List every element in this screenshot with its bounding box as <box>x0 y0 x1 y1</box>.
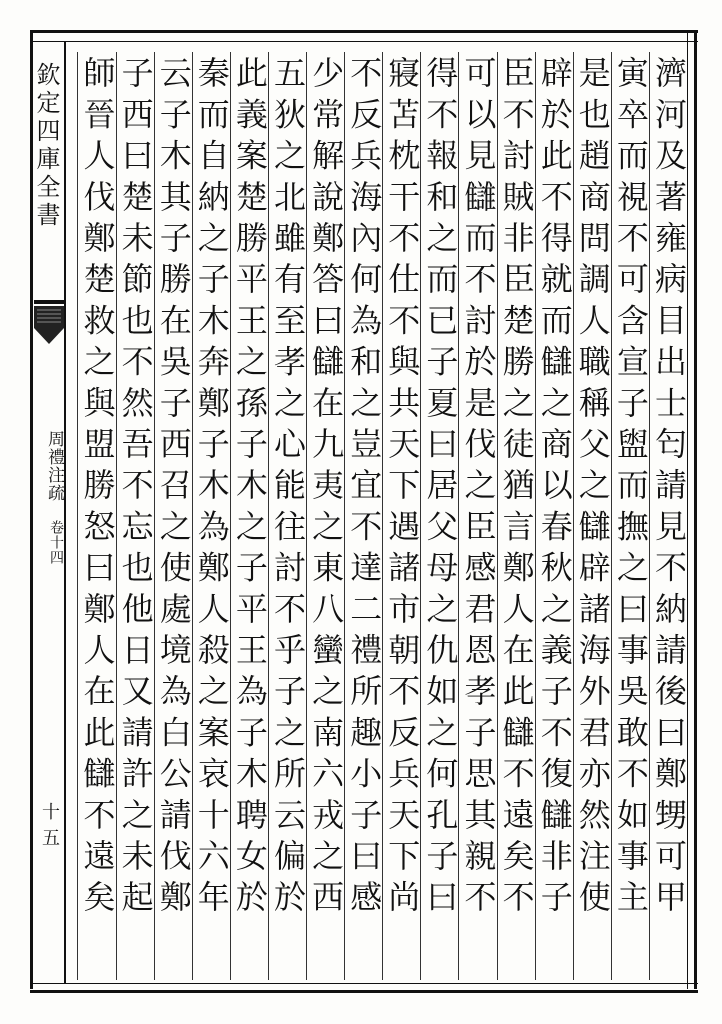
text-column <box>116 52 155 980</box>
volume-label: 卷十四 <box>48 520 64 565</box>
text-column <box>573 52 612 980</box>
text-column <box>268 52 307 980</box>
text-column <box>497 52 536 980</box>
column-text: 寅卒而視不可含宣子盥而撫之曰事吳敢不如事主 <box>611 56 650 922</box>
page-border-top <box>30 30 698 42</box>
fish-tail-ornament-icon <box>34 298 64 346</box>
column-text: 秦而自納之子木奔鄭子木為鄭人殺之案哀十六年 <box>192 56 231 922</box>
column-text: 此義案楚勝平王之孫子木之子平王為子木聘女於 <box>230 56 269 922</box>
text-column <box>649 52 688 980</box>
page-border-right <box>687 30 697 989</box>
column-text: 得不報和之而已子夏曰居父母之仇如之何孔子曰 <box>421 56 460 922</box>
section-title <box>38 430 64 502</box>
text-column <box>458 52 497 980</box>
text-column <box>306 52 345 980</box>
column-text: 云子木其子勝在吳子西召之使處境為白公請伐鄭 <box>154 56 193 922</box>
page-number: 十五 <box>42 802 60 849</box>
column-text: 少常解說鄭答曰讎在九夷之東八蠻之南六戎之西 <box>307 56 346 922</box>
text-column <box>230 52 269 980</box>
column-text: 是也趙商問調人職稱父之讎辟諸海外君亦然注使 <box>573 56 612 922</box>
text-column <box>192 52 231 980</box>
column-text: 五狄之北雖有至孝之心能往討不乎子之所云偏於 <box>268 56 307 922</box>
section-title-text: 周禮注疏 <box>44 430 64 502</box>
column-text: 寢苫枕干不仕不與共天下遇諸市朝不反兵天下尚 <box>383 56 422 922</box>
book-title: 欽定四庫全書 <box>32 62 60 230</box>
text-column <box>611 52 650 980</box>
page-border-bottom <box>30 983 698 993</box>
text-column <box>77 52 116 980</box>
text-column <box>420 52 459 980</box>
text-column <box>344 52 383 980</box>
column-text: 可以見讎而不討於是伐之臣感君恩孝子思其親不 <box>459 56 498 922</box>
text-column <box>535 52 574 980</box>
column-text: 臣不討賊非臣楚勝之徒猶言鄭人在此讎不遠矣不 <box>497 56 536 922</box>
text-column <box>382 52 421 980</box>
column-text: 濟河及著雍病目出士匄請見不納請後曰鄭甥可甲 <box>649 56 688 922</box>
column-text: 子西曰楚未節也不然吾不忘也他日又請許之未起 <box>116 56 155 922</box>
text-column <box>154 52 193 980</box>
column-text: 不反兵海內何為和之豈宜不達二禮所趣小子曰感 <box>345 56 384 922</box>
column-text: 辟於此不得就而讎之商以春秋之義子不復讎非子 <box>535 56 574 922</box>
column-text: 師晉人伐鄭楚救之與盟勝怒曰鄭人在此讎不遠矣 <box>78 56 117 922</box>
